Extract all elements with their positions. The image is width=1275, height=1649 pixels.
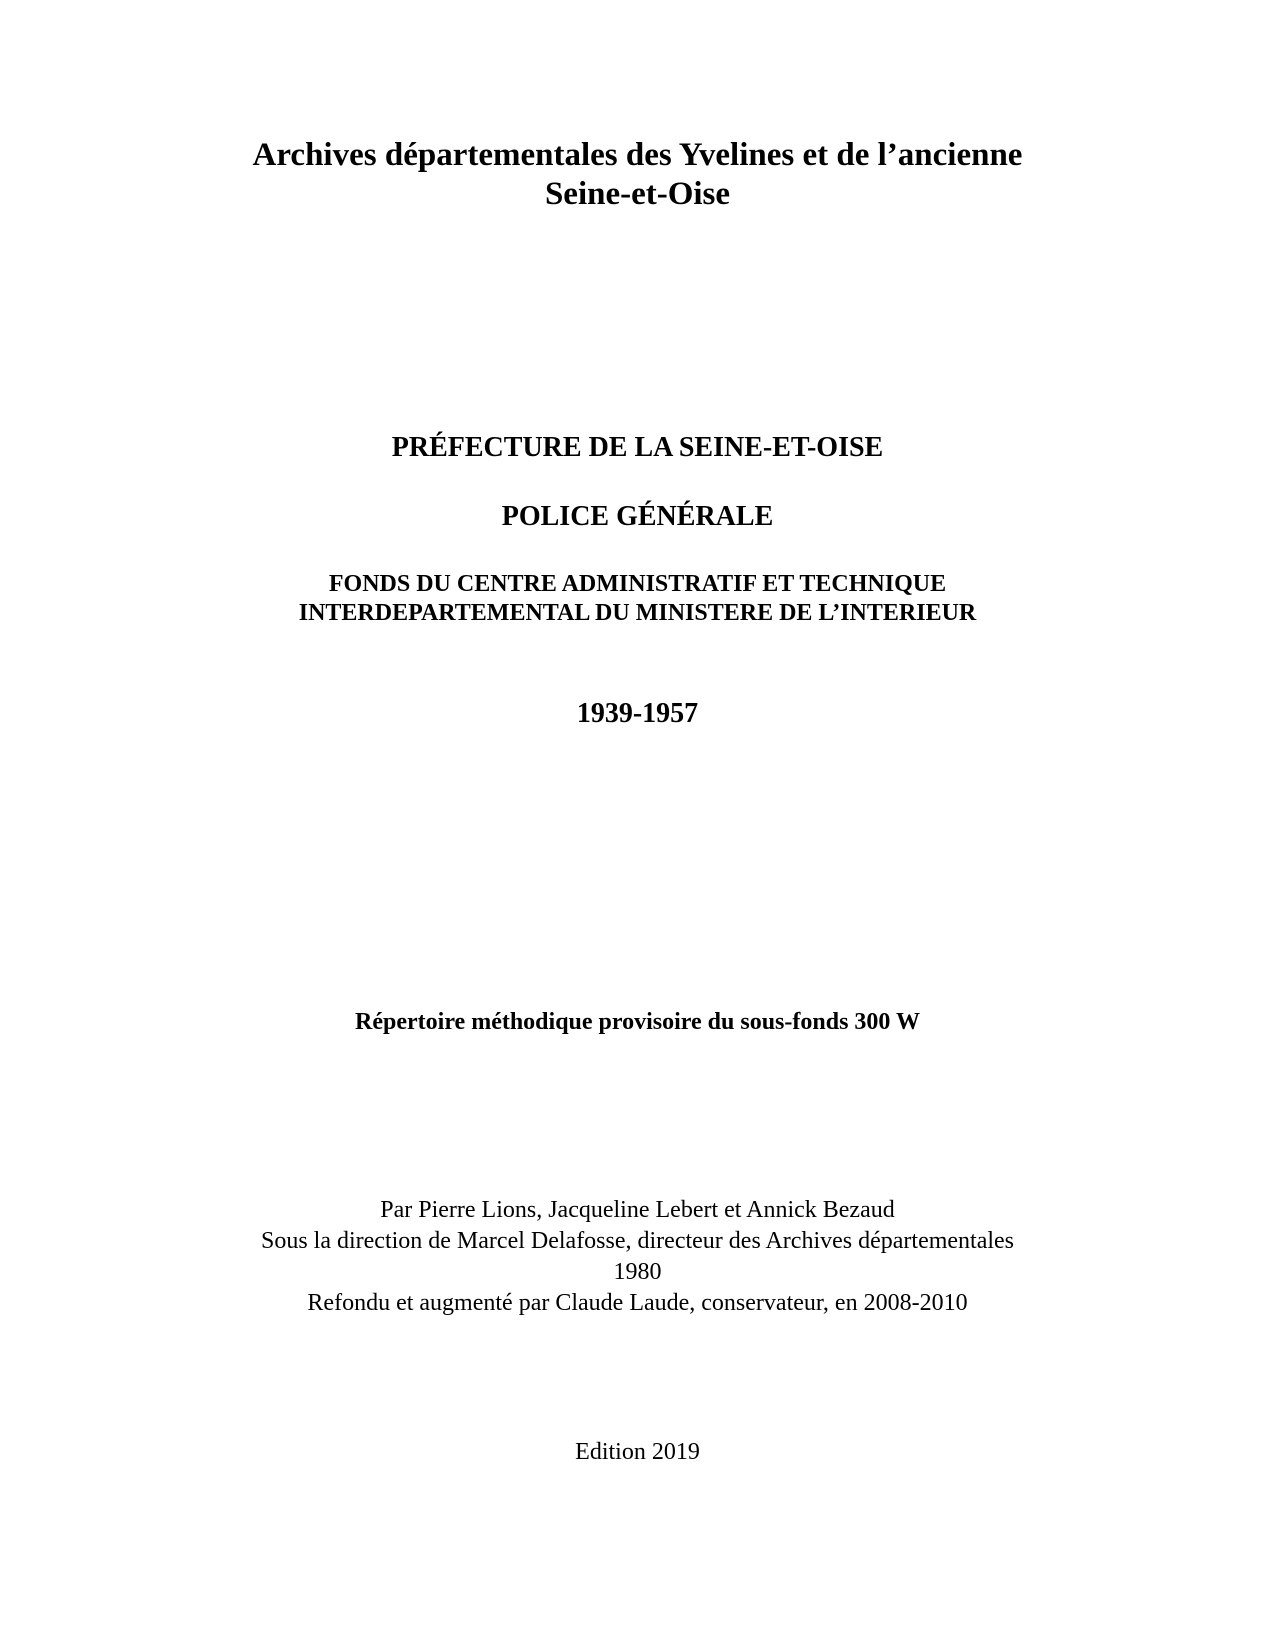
edition-text: Edition 2019: [575, 1439, 700, 1465]
credits-block: [0, 1195, 1275, 1319]
repertoire-text: Répertoire méthodique provisoire du sous-fonds 300 W: [355, 1009, 920, 1035]
credits-direction: Sous la direction de Marcel Delafosse, directeur des Archives départementales: [260, 1228, 1015, 1254]
section-heading: [0, 500, 1275, 534]
institution-line-1: Archives départementales des Yvelines et de l’ancienne: [252, 137, 1023, 173]
date-range-text: 1939-1957: [576, 698, 699, 729]
credits-revision: Refondu et augmenté par Claude Laude, conservateur, en 2008-2010: [307, 1290, 968, 1316]
fonds-line-1: FONDS DU CENTRE ADMINISTRATIF ET TECHNIQUE: [328, 571, 947, 597]
institution-line-2: Seine-et-Oise: [544, 176, 731, 212]
date-range: [0, 697, 1275, 731]
prefecture-heading: [0, 431, 1275, 465]
section-text: POLICE GÉNÉRALE: [501, 501, 774, 532]
fonds-line-2: INTERDEPARTEMENTAL DU MINISTERE DE L’INTERIEUR: [298, 600, 977, 626]
institution-heading: [0, 136, 1275, 214]
repertoire-subtitle: [0, 1008, 1275, 1037]
credits-authors: Par Pierre Lions, Jacqueline Lebert et Annick Bezaud: [380, 1197, 895, 1223]
edition-footer: [0, 1437, 1275, 1467]
fonds-heading: [0, 570, 1275, 628]
prefecture-text: PRÉFECTURE DE LA SEINE-ET-OISE: [391, 432, 884, 463]
credits-year: 1980: [613, 1259, 662, 1285]
